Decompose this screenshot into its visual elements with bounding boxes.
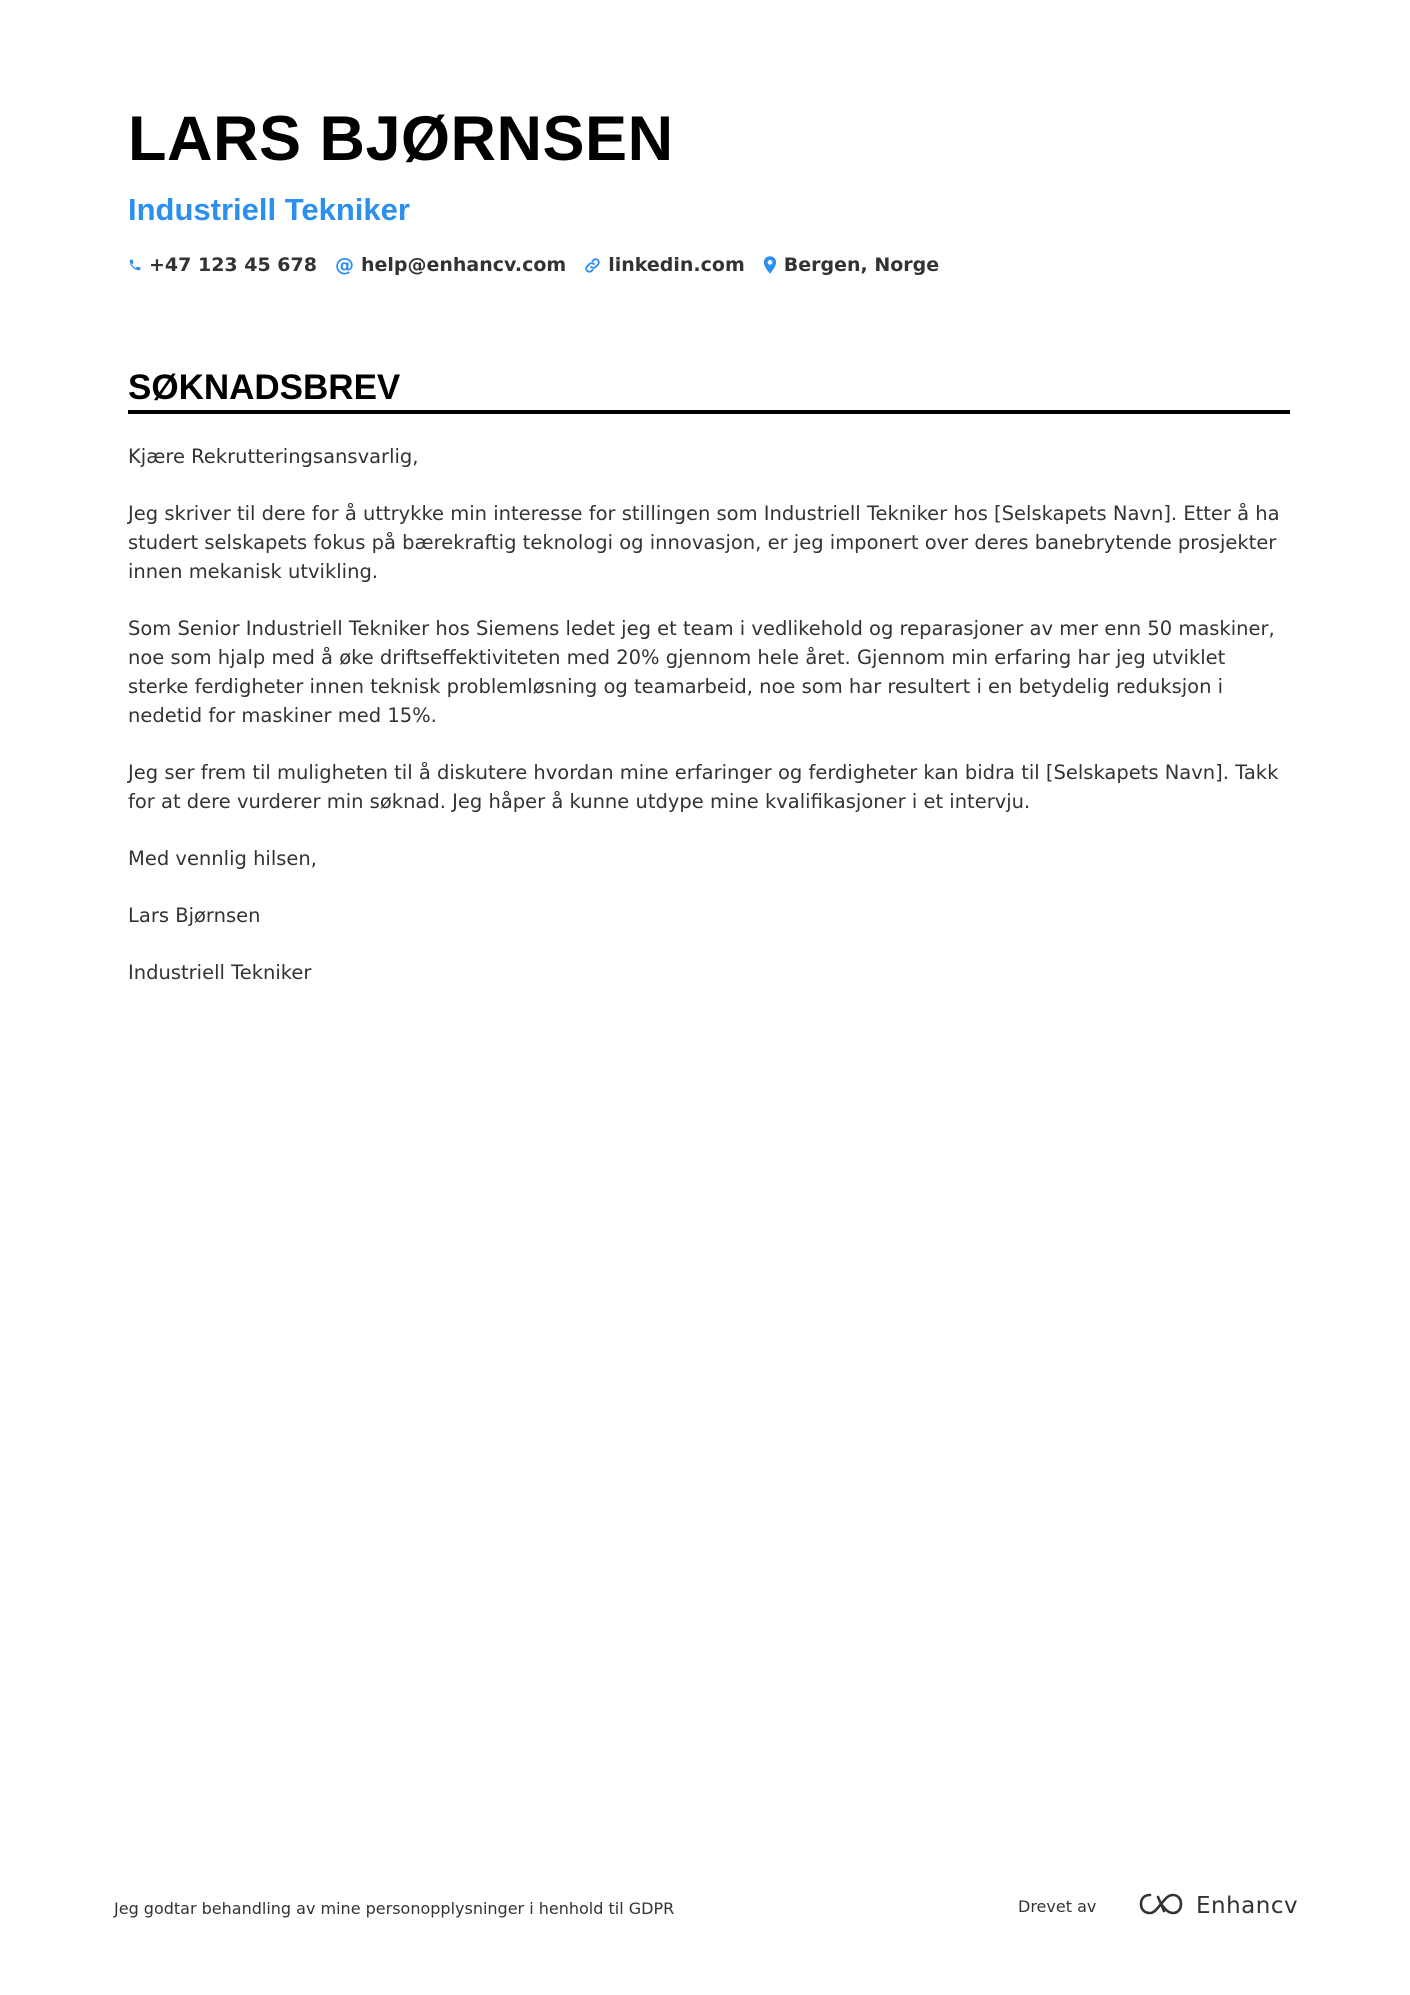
letter-paragraph-3: Jeg ser frem til muligheten til å diskutere hvordan mine erfaringer og ferdigheter kan bidra til [Selskapets Navn]. Takk for at dere vurderer min søknad. Jeg håper å kunne utdype mine kvalifikasjoner i et intervju. xyxy=(128,761,1279,813)
contact-bar xyxy=(128,254,939,276)
signature-name: Lars Bjørnsen xyxy=(128,904,261,927)
salutation: Kjære Rekrutteringsansvarlig, xyxy=(128,445,419,468)
footer xyxy=(114,1893,1299,1925)
brand-logo[interactable] xyxy=(1138,1891,1298,1921)
email-text: help@enhancv.com xyxy=(360,254,567,276)
section-divider xyxy=(128,410,1290,414)
job-title: Industriell Tekniker xyxy=(128,192,410,227)
contact-linkedin[interactable] xyxy=(584,254,745,276)
section-title: SØKNADSBREV xyxy=(128,368,401,407)
contact-phone[interactable] xyxy=(128,254,317,276)
phone-icon xyxy=(128,257,142,273)
cover-letter-body xyxy=(128,442,1290,1015)
powered-by-label: Drevet av xyxy=(1018,1897,1097,1916)
letter-paragraph-2: Som Senior Industriell Tekniker hos Siemens ledet jeg et team i vedlikehold og reparasjoner av mer enn 50 maskiner, noe som hjalp med å øke driftseffektiviteten med 20% gjennom hele året. Gjennom min erfaring har jeg utviklet sterke ferdigheter innen teknisk problemløsning og teamarbeid, noe som har resultert i en betydelig reduksjon i nedetid for maskiner med 15%. xyxy=(128,617,1275,727)
contact-location xyxy=(763,254,939,276)
letter-paragraph-1: Jeg skriver til dere for å uttrykke min interesse for stillingen som Industriell Tekniker hos [Selskapets Navn]. Etter å ha studert selskapets fokus på bærekraftig teknologi og innovasjon, er jeg imponert over deres banebrytende prosjekter innen mekanisk utvikling. xyxy=(128,502,1280,583)
gdpr-consent: Jeg godtar behandling av mine personopplysninger i henhold til GDPR xyxy=(114,1899,675,1918)
link-icon xyxy=(584,257,601,274)
phone-text: +47 123 45 678 xyxy=(149,254,317,276)
linkedin-text: linkedin.com xyxy=(608,254,745,276)
brand-name: Enhancv xyxy=(1196,1893,1299,1919)
location-text: Bergen, Norge xyxy=(783,254,940,276)
location-pin-icon xyxy=(763,256,777,274)
closing: Med vennlig hilsen, xyxy=(128,847,317,870)
signature-title: Industriell Tekniker xyxy=(128,961,312,984)
candidate-name: LARS BJØRNSEN xyxy=(128,104,674,174)
enhancv-logo-icon xyxy=(1138,1891,1184,1921)
at-icon: @ xyxy=(334,254,354,276)
contact-email[interactable] xyxy=(335,254,566,276)
